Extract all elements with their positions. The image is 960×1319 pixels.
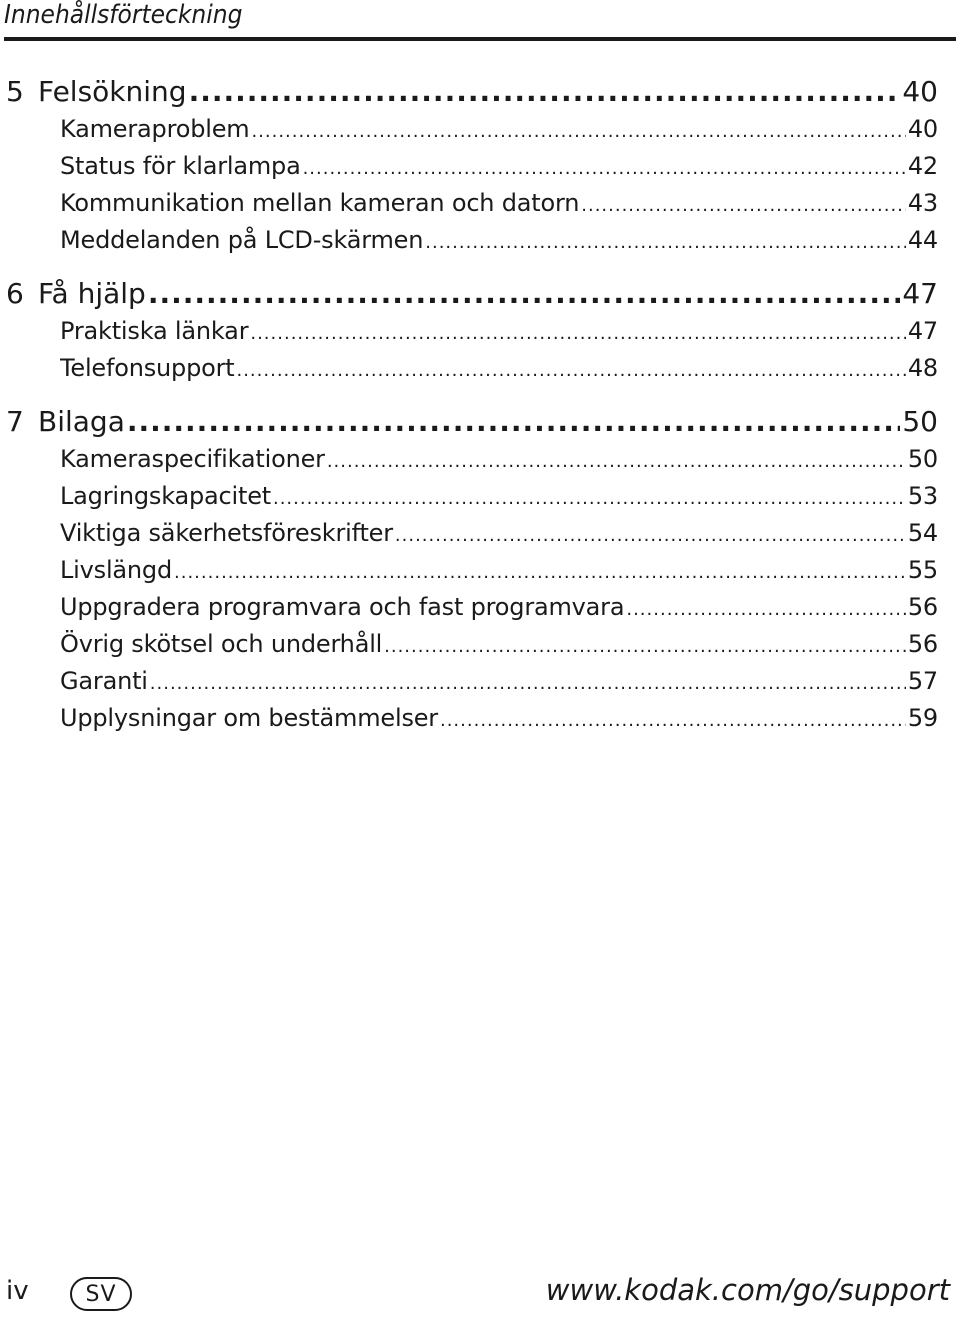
entry-title: Meddelanden på LCD-skärmen [60, 226, 424, 254]
dot-leader [440, 703, 906, 738]
chapter-title: Få hjälp [38, 277, 146, 310]
entry-title: Kommunikation mellan kameran och datorn [60, 189, 580, 217]
entry-title: Viktiga säkerhetsföreskrifter [60, 519, 393, 547]
chapter-number: 6 [6, 277, 24, 310]
chapter-number: 7 [6, 405, 24, 438]
entry-page: 53 [907, 482, 938, 510]
dot-leader [174, 555, 906, 590]
entry-title: Livslängd [60, 556, 173, 584]
entry-title: Uppgradera programvara och fast programvara [60, 593, 625, 621]
toc-entry[interactable] [60, 701, 938, 738]
chapter-page: 50 [902, 405, 938, 438]
dot-leader [236, 353, 905, 388]
running-header: Innehållsförteckning [4, 0, 243, 30]
toc-entry[interactable] [60, 627, 938, 664]
toc-entry[interactable] [60, 314, 938, 351]
entry-page: 40 [907, 115, 938, 143]
entry-page: 44 [907, 226, 938, 254]
dot-leader [127, 402, 901, 442]
entry-title: Kameraspecifikationer [60, 445, 325, 473]
toc-entry[interactable] [60, 442, 938, 479]
toc-entry[interactable] [60, 664, 938, 701]
entry-title: Status för klarlampa [60, 152, 301, 180]
dot-leader [189, 72, 901, 112]
dot-leader [273, 481, 906, 516]
entry-page: 50 [907, 445, 938, 473]
entry-page: 54 [907, 519, 938, 547]
page-number: iv [6, 1276, 29, 1306]
chapter-page: 40 [902, 75, 938, 108]
dot-leader [395, 518, 906, 553]
entry-page: 55 [907, 556, 938, 584]
dot-leader [251, 114, 905, 149]
dot-leader [425, 225, 906, 260]
dot-leader [303, 151, 906, 186]
chapter-title: Felsökning [38, 75, 187, 108]
header-rule [4, 37, 956, 41]
entry-page: 42 [907, 152, 938, 180]
toc-entry[interactable] [60, 112, 938, 149]
support-url[interactable]: www.kodak.com/go/support [545, 1273, 950, 1307]
entry-page: 47 [907, 317, 938, 345]
toc-chapter-6 [0, 274, 960, 314]
toc-entry[interactable] [60, 351, 938, 388]
toc-entry[interactable] [60, 186, 938, 223]
entry-title: Övrig skötsel och underhåll [60, 630, 383, 658]
toc-chapter-5 [0, 72, 960, 112]
toc-entry[interactable] [60, 590, 938, 627]
dot-leader [150, 666, 906, 701]
entry-title: Upplysningar om bestämmelser [60, 704, 438, 732]
entry-page: 48 [907, 354, 938, 382]
entry-title: Lagringskapacitet [60, 482, 271, 510]
toc-entries [0, 442, 960, 738]
toc-entries [0, 314, 960, 388]
toc-entry[interactable] [60, 479, 938, 516]
table-of-contents [0, 72, 960, 752]
language-badge: SV [70, 1277, 132, 1311]
toc-chapter-row[interactable] [6, 402, 938, 442]
entry-page: 57 [907, 667, 938, 695]
chapter-title: Bilaga [38, 405, 125, 438]
dot-leader [581, 188, 906, 223]
entry-title: Kameraproblem [60, 115, 250, 143]
toc-entry[interactable] [60, 553, 938, 590]
entry-title: Garanti [60, 667, 148, 695]
dot-leader [384, 629, 906, 664]
toc-chapter-row[interactable] [6, 72, 938, 112]
toc-entry[interactable] [60, 149, 938, 186]
dot-leader [148, 274, 901, 314]
entry-page: 56 [907, 630, 938, 658]
entry-title: Praktiska länkar [60, 317, 249, 345]
dot-leader [626, 592, 906, 627]
dot-leader [327, 444, 906, 479]
entry-page: 56 [907, 593, 938, 621]
dot-leader [250, 316, 906, 351]
toc-entry[interactable] [60, 516, 938, 553]
entry-title: Telefonsupport [60, 354, 235, 382]
chapter-number: 5 [6, 75, 24, 108]
toc-chapter-7 [0, 402, 960, 442]
entry-page: 59 [907, 704, 938, 732]
entry-page: 43 [907, 189, 938, 217]
toc-chapter-row[interactable] [6, 274, 938, 314]
toc-entry[interactable] [60, 223, 938, 260]
toc-entries [0, 112, 960, 260]
chapter-page: 47 [902, 277, 938, 310]
